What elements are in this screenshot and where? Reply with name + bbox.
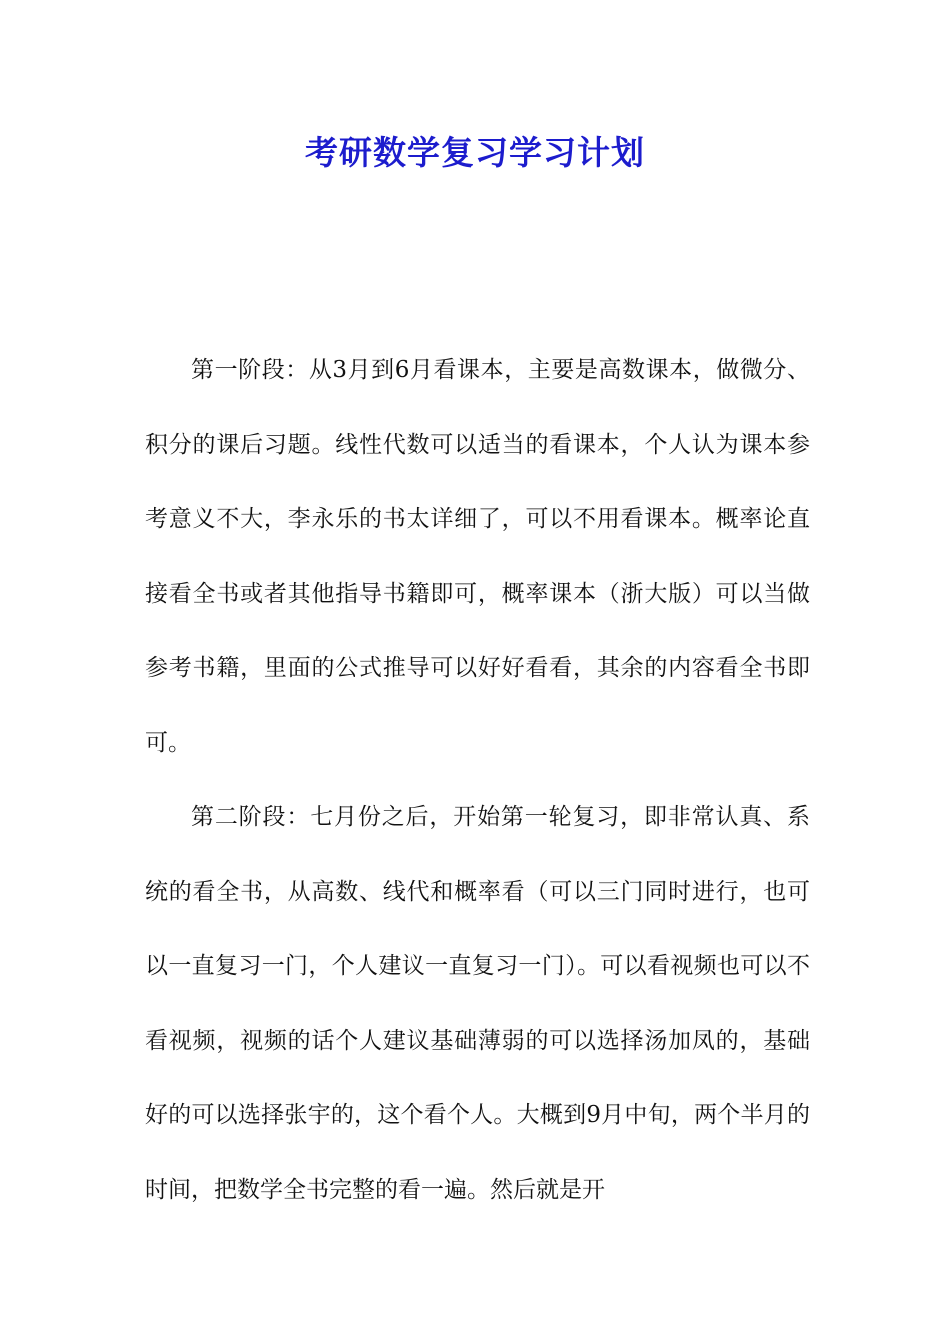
document-body	[145, 333, 810, 1227]
paragraph-stage-two: 第二阶段：七月份之后，开始第一轮复习，即非常认真、系统的看全书，从高数、线代和概率看（可以三门同时进行，也可以一直复习一门，个人建议一直复习一门）。可以看视频也可以不看视频，视频的话个人建议基础薄弱的可以选择汤加凤的，基础好的可以选择张宇的，这个看个人。大概到9月中旬，两个半月的时间，把数学全书完整的看一遍。然后就是开	[145, 804, 810, 1203]
document-title: 考研数学复习学习计划	[305, 133, 645, 172]
paragraph-stage-one: 第一阶段：从3月到6月看课本，主要是高数课本，做微分、积分的课后习题。线性代数可以适当的看课本，个人认为课本参考意义不大，李永乐的书太详细了，可以不用看课本。概率论直接看全书或者其他指导书籍即可，概率课本（浙大版）可以当做参考书籍，里面的公式推导可以好好看看，其余的内容看全书即可。	[145, 357, 810, 756]
